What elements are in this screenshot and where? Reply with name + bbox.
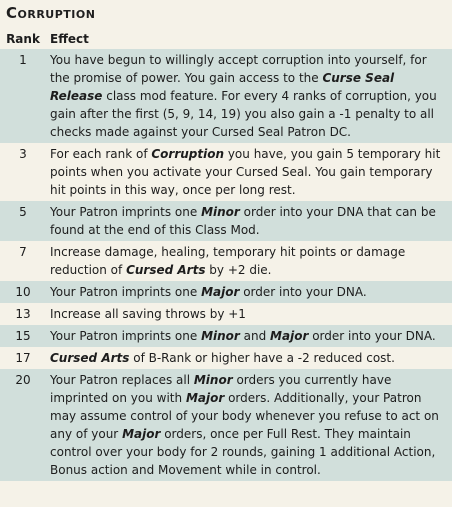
effect-text: order into your DNA.: [239, 285, 367, 299]
effect-text: Increase damage, healing, temporary hit points or damage reduction of: [50, 245, 406, 277]
rank-cell: 7: [19, 245, 27, 259]
effect-cell: [46, 369, 452, 481]
emphasized-term-wrapper: [50, 351, 129, 365]
emphasized-term: Major: [122, 427, 161, 441]
emphasized-term: Corruption: [151, 147, 225, 161]
effect-text: order into your DNA.: [308, 329, 436, 343]
effect-text: Your Patron imprints one: [50, 329, 202, 343]
effect-text: and: [239, 329, 271, 343]
effect-cell: [46, 49, 452, 143]
rank-cell: 3: [19, 147, 27, 161]
rank-cell: 17: [15, 351, 31, 365]
rank-cell: 20: [0, 369, 46, 481]
emphasized-term: Major: [201, 285, 240, 299]
emphasized-term-wrapper: [186, 391, 224, 405]
section-title: Corruption: [6, 4, 96, 22]
corruption-table: [0, 25, 452, 481]
effect-text: class mod feature. For every 4 ranks of corruption, you gain after the first (5, 9, 14, 19) you also gain a -1 penalty to all checks made against your Cursed Seal Patron DC.: [50, 89, 437, 139]
table-row: [0, 325, 452, 347]
effect-cell: [46, 347, 452, 369]
table-row: [0, 241, 452, 281]
effect-text: You have begun to willingly accept corruption into yourself, for the promise of power. You gain access to the: [50, 53, 427, 85]
effect-text: order into your DNA that can be found at the end of this Class Mod.: [50, 205, 436, 237]
rank-column-header: Rank: [6, 32, 40, 46]
emphasized-term: Cursed Arts: [50, 351, 130, 365]
effect-cell: [46, 201, 452, 241]
effect-text: orders. Additionally, your Patron may assume control of your body whenever you refuse to act on any of your: [50, 391, 439, 441]
emphasized-term: Minor: [201, 205, 240, 219]
effect-text: of B-Rank or higher have a -2 reduced cost.: [129, 351, 395, 365]
rank-cell: 13: [15, 307, 31, 321]
table-row: [0, 303, 452, 325]
effect-text: For each rank of: [50, 147, 152, 161]
effect-text: orders you currently have imprinted on you with: [50, 373, 392, 405]
rank-cell: 5: [0, 201, 46, 241]
emphasized-term: Major: [270, 329, 309, 343]
table-row: [0, 347, 452, 369]
emphasized-term-wrapper: [270, 329, 308, 343]
emphasized-term: Cursed Arts: [126, 263, 206, 277]
table-row: [0, 369, 452, 481]
emphasized-term-wrapper: [122, 427, 160, 441]
effect-cell: [46, 303, 452, 325]
rank-cell: 1: [0, 49, 46, 143]
effect-cell: [46, 325, 452, 347]
emphasized-term-wrapper: [151, 147, 224, 161]
effect-text: Increase all saving throws by +1: [50, 307, 246, 321]
effect-text: Your Patron imprints one: [50, 205, 202, 219]
emphasized-term-wrapper: [201, 329, 240, 343]
table-row: [0, 201, 452, 241]
rank-cell: 15: [0, 325, 46, 347]
effect-text: Your Patron imprints one: [50, 285, 202, 299]
emphasized-term-wrapper: [126, 263, 205, 277]
table-body: [0, 49, 452, 481]
effect-cell: [46, 281, 452, 303]
table-header-row: [0, 25, 452, 49]
rank-cell: 10: [0, 281, 46, 303]
emphasized-term: Major: [185, 391, 225, 405]
effect-cell: [46, 143, 452, 201]
effect-cell: [46, 241, 452, 281]
table-row: [0, 143, 452, 201]
emphasized-term-wrapper: [201, 285, 239, 299]
effect-text: Your Patron replaces all: [50, 373, 194, 387]
effect-text: orders, once per Full Rest. They maintain control over your body for 2 rounds, gaining 1 additional Action, Bonus action and Movement while in control.: [50, 427, 436, 477]
emphasized-term: Minor: [201, 329, 240, 343]
effect-text: by +2 die.: [205, 263, 272, 277]
emphasized-term-wrapper: [194, 373, 233, 387]
emphasized-term: Curse Seal Release: [50, 71, 395, 103]
effect-text: you have, you gain 5 temporary hit points when you activate your Cursed Seal. You gain temporary hit points in this way, once per long rest.: [50, 147, 441, 197]
emphasized-term-wrapper: [201, 205, 240, 219]
effect-column-header: Effect: [50, 32, 89, 46]
emphasized-term: Minor: [193, 373, 233, 387]
table-row: [0, 281, 452, 303]
table-row: [0, 49, 452, 143]
